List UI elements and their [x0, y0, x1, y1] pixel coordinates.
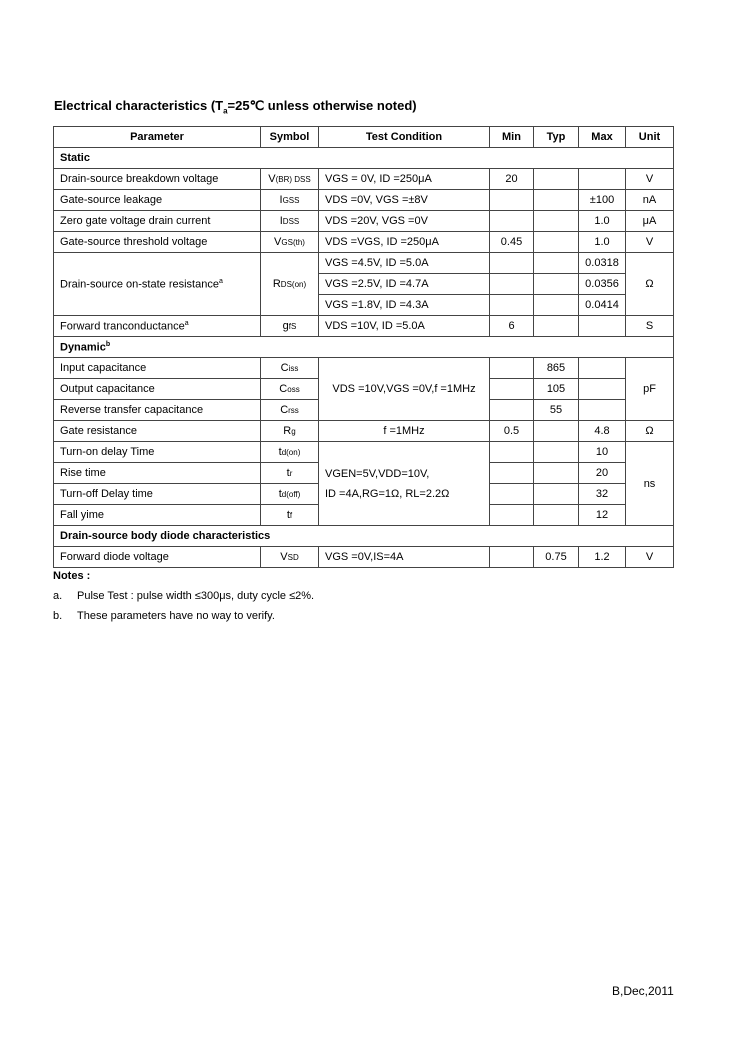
- param-cell: Turn-off Delay time: [54, 484, 261, 505]
- condition-cell: f =1MHz: [319, 421, 490, 442]
- table-row: [54, 316, 674, 337]
- symbol-cell: IDSS: [261, 211, 319, 232]
- typ-cell: [534, 295, 579, 316]
- symbol-cell: Rg: [261, 421, 319, 442]
- min-cell: 0.45: [490, 232, 534, 253]
- max-cell: 20: [579, 463, 626, 484]
- min-cell: [490, 484, 534, 505]
- param-cell: Turn-on delay Time: [54, 442, 261, 463]
- page-title: [54, 98, 417, 116]
- param-cell: Forward diode voltage: [54, 547, 261, 568]
- min-cell: [490, 463, 534, 484]
- symbol-cell: V(BR) DSS: [261, 169, 319, 190]
- min-cell: [490, 211, 534, 232]
- max-cell: 0.0356: [579, 274, 626, 295]
- max-cell: 10: [579, 442, 626, 463]
- condition-cell: VGS =1.8V, ID =4.3A: [319, 295, 490, 316]
- param-cell: Fall yime: [54, 505, 261, 526]
- typ-cell: [534, 316, 579, 337]
- table-header-row: [54, 127, 674, 148]
- typ-cell: [534, 232, 579, 253]
- typ-cell: [534, 190, 579, 211]
- typ-cell: [534, 169, 579, 190]
- min-cell: [490, 442, 534, 463]
- min-cell: [490, 274, 534, 295]
- notes-title: Notes :: [53, 570, 91, 582]
- condition-cell: VDS =0V, VGS =±8V: [319, 190, 490, 211]
- min-cell: [490, 547, 534, 568]
- param-cell: Zero gate voltage drain current: [54, 211, 261, 232]
- typ-cell: 55: [534, 400, 579, 421]
- min-cell: [490, 190, 534, 211]
- section-row: [54, 337, 674, 358]
- typ-cell: [534, 211, 579, 232]
- max-cell: [579, 316, 626, 337]
- typ-cell: [534, 274, 579, 295]
- param-cell: Gate resistance: [54, 421, 261, 442]
- symbol-cell: td(on): [261, 442, 319, 463]
- section-diode: Drain-source body diode characteristics: [54, 526, 674, 547]
- typ-cell: [534, 484, 579, 505]
- unit-cell: Ω: [626, 253, 674, 316]
- typ-cell: 105: [534, 379, 579, 400]
- max-cell: [579, 379, 626, 400]
- condition-cell: VGS =4.5V, ID =5.0A: [319, 253, 490, 274]
- header-max: Max: [579, 127, 626, 148]
- typ-cell: [534, 505, 579, 526]
- table-row: [54, 442, 674, 463]
- param-cell: Drain-source breakdown voltage: [54, 169, 261, 190]
- min-cell: [490, 295, 534, 316]
- symbol-cell: RDS(on): [261, 253, 319, 316]
- header-min: Min: [490, 127, 534, 148]
- footer-revision: B,Dec,2011: [612, 984, 674, 998]
- unit-cell: V: [626, 232, 674, 253]
- section-dynamic: Dynamic$^b$: [54, 337, 674, 358]
- condition-cell: VGEN=5V,VDD=10V, ID =4A,RG=1Ω, RL=2.2Ω: [319, 442, 490, 526]
- symbol-cell: Crss: [261, 400, 319, 421]
- unit-cell: pF: [626, 358, 674, 421]
- unit-cell: S: [626, 316, 674, 337]
- param-cell: Drain-source on-state resistance$^a$: [54, 253, 261, 316]
- min-cell: [490, 358, 534, 379]
- unit-cell: ns: [626, 442, 674, 526]
- condition-cell: VGS =0V,IS=4A: [319, 547, 490, 568]
- max-cell: 0.0414: [579, 295, 626, 316]
- header-symbol: Symbol: [261, 127, 319, 148]
- unit-cell: μA: [626, 211, 674, 232]
- condition-cell: VDS =10V,VGS =0V,f =1MHz: [319, 358, 490, 421]
- table-row: [54, 547, 674, 568]
- header-typ: Typ: [534, 127, 579, 148]
- typ-cell: [534, 442, 579, 463]
- section-row: [54, 148, 674, 169]
- min-cell: [490, 253, 534, 274]
- param-cell: Rise time: [54, 463, 261, 484]
- condition-cell: VGS =2.5V, ID =4.7A: [319, 274, 490, 295]
- title-subscript: a: [223, 106, 228, 116]
- symbol-cell: IGSS: [261, 190, 319, 211]
- param-cell: Gate-source leakage: [54, 190, 261, 211]
- min-cell: [490, 505, 534, 526]
- title-text: Electrical characteristics (T: [54, 98, 224, 113]
- min-cell: 20: [490, 169, 534, 190]
- min-cell: [490, 379, 534, 400]
- header-unit: Unit: [626, 127, 674, 148]
- param-cell: Output capacitance: [54, 379, 261, 400]
- symbol-cell: Coss: [261, 379, 319, 400]
- note-a: a. Pulse Test : pulse width ≤300μs, duty cycle ≤2%.: [53, 590, 315, 602]
- condition-cell: VDS =20V, VGS =0V: [319, 211, 490, 232]
- max-cell: 32: [579, 484, 626, 505]
- symbol-cell: Ciss: [261, 358, 319, 379]
- notes-section: [53, 570, 314, 630]
- max-cell: 4.8: [579, 421, 626, 442]
- max-cell: [579, 169, 626, 190]
- max-cell: [579, 400, 626, 421]
- symbol-cell: VSD: [261, 547, 319, 568]
- condition-cell: VDS =VGS, ID =250μA: [319, 232, 490, 253]
- typ-cell: [534, 463, 579, 484]
- header-parameter: Parameter: [54, 127, 261, 148]
- unit-cell: V: [626, 169, 674, 190]
- max-cell: [579, 358, 626, 379]
- symbol-cell: tr: [261, 463, 319, 484]
- condition-cell: VDS =10V, ID =5.0A: [319, 316, 490, 337]
- unit-cell: V: [626, 547, 674, 568]
- table-row: [54, 211, 674, 232]
- table-row: [54, 190, 674, 211]
- table-row: [54, 169, 674, 190]
- symbol-cell: gfS: [261, 316, 319, 337]
- min-cell: 6: [490, 316, 534, 337]
- param-cell: Forward tranconductance$^a$: [54, 316, 261, 337]
- param-cell: Gate-source threshold voltage: [54, 232, 261, 253]
- typ-cell: 0.75: [534, 547, 579, 568]
- typ-cell: 865: [534, 358, 579, 379]
- param-cell: Reverse transfer capacitance: [54, 400, 261, 421]
- unit-cell: nA: [626, 190, 674, 211]
- max-cell: 1.0: [579, 211, 626, 232]
- header-test-condition: Test Condition: [319, 127, 490, 148]
- symbol-cell: VGS(th): [261, 232, 319, 253]
- title-text-suffix: =25℃ unless otherwise noted): [227, 98, 417, 113]
- electrical-characteristics-table: [53, 126, 674, 568]
- max-cell: 12: [579, 505, 626, 526]
- section-row: [54, 526, 674, 547]
- max-cell: ±100: [579, 190, 626, 211]
- section-static: Static: [54, 148, 674, 169]
- param-cell: Input capacitance: [54, 358, 261, 379]
- symbol-cell: tf: [261, 505, 319, 526]
- table-row: [54, 421, 674, 442]
- table-row: [54, 358, 674, 379]
- table-row: [54, 232, 674, 253]
- unit-cell: Ω: [626, 421, 674, 442]
- note-b: b. These parameters have no way to verify.: [53, 610, 275, 622]
- min-cell: 0.5: [490, 421, 534, 442]
- min-cell: [490, 400, 534, 421]
- typ-cell: [534, 253, 579, 274]
- max-cell: 0.0318: [579, 253, 626, 274]
- table-row: [54, 253, 674, 274]
- max-cell: 1.2: [579, 547, 626, 568]
- typ-cell: [534, 421, 579, 442]
- symbol-cell: td(off): [261, 484, 319, 505]
- condition-cell: VGS = 0V, ID =250μA: [319, 169, 490, 190]
- max-cell: 1.0: [579, 232, 626, 253]
